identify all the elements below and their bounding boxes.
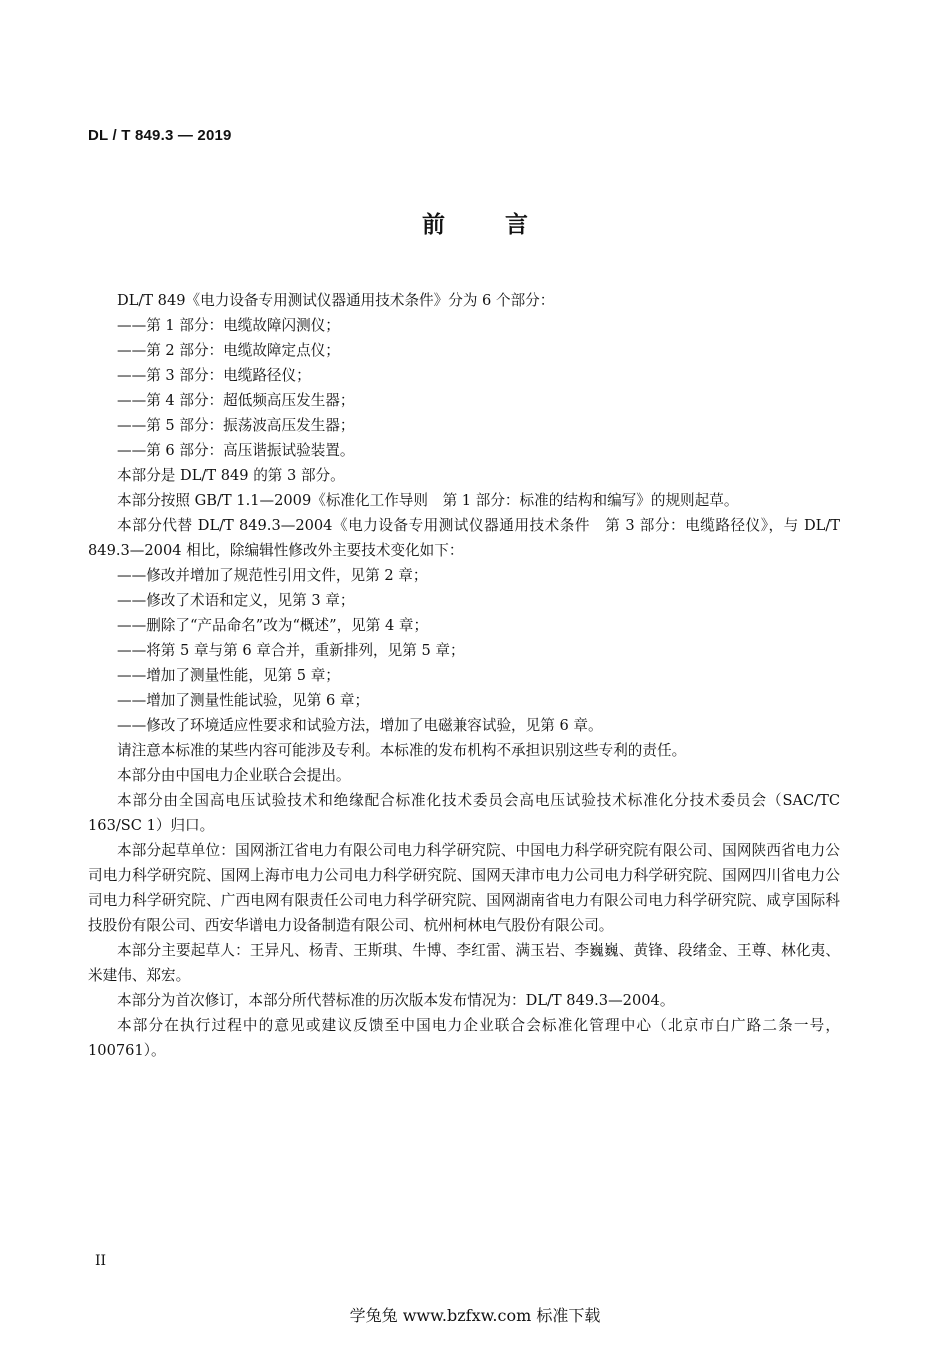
paragraph: 本部分起草单位：国网浙江省电力有限公司电力科学研究院、中国电力科学研究院有限公司、国网陕西省电力公司电力科学研究院、国网上海市电力公司电力科学研究院、国网天津市电力公司电力科学研究院、国网四川省电力公司电力科学研究院、广西电网有限责任公司电力科学研究院、国网湖南省电力有限公司电力科学研究院、咸亨国际科技股份有限公司、西安华谱电力设备制造有限公司、杭州柯林电气股份有限公司。 [88, 842, 840, 934]
paragraph: 本部分代替 DL/T 849.3—2004《电力设备专用测试仪器通用技术条件 第 3 部分：电缆路径仪》，与 DL/T 849.3—2004 相比，除编辑性修改外主要技术变化如下： [88, 517, 840, 559]
paragraph: 请注意本标准的某些内容可能涉及专利。本标准的发布机构不承担识别这些专利的责任。 [117, 742, 687, 759]
paragraph: 本部分为首次修订，本部分所代替标准的历次版本发布情况为：DL/T 849.3—2004。 [117, 992, 675, 1009]
list-item: ——增加了测量性能试验，见第 6 章； [117, 692, 370, 709]
list-item: ——第 6 部分：高压谐振试验装置。 [117, 442, 355, 459]
paragraph: 本部分按照 GB/T 1.1—2009《标准化工作导则 第 1 部分：标准的结构和编写》的规则起草。 [117, 492, 739, 509]
list-item: ——修改并增加了规范性引用文件，见第 2 章； [117, 567, 428, 584]
list-item: ——修改了环境适应性要求和试验方法，增加了电磁兼容试验，见第 6 章。 [117, 717, 603, 734]
paragraph: DL/T 849《电力设备专用测试仪器通用技术条件》分为 6 个部分： [117, 292, 555, 309]
list-item: ——第 1 部分：电缆故障闪测仪； [117, 317, 340, 334]
paragraph: 本部分是 DL/T 849 的第 3 部分。 [117, 467, 345, 484]
page-title: 前 言 [421, 212, 554, 238]
document-body [88, 288, 840, 1063]
paragraph: 本部分在执行过程中的意见或建议反馈至中国电力企业联合会标准化管理中心（北京市白广路二条一号，100761）。 [88, 1017, 840, 1059]
list-item: ——增加了测量性能，见第 5 章； [117, 667, 340, 684]
standard-id: DL / T 849.3 — 2019 [88, 127, 232, 144]
paragraph: 本部分由全国高电压试验技术和绝缘配合标准化技术委员会高电压试验技术标准化分技术委员会（SAC/TC 163/SC 1）归口。 [88, 792, 840, 834]
list-item: ——第 3 部分：电缆路径仪； [117, 367, 311, 384]
footer-watermark: 学兔兔 www.bzfxw.com 标准下载 [349, 1306, 601, 1325]
list-item: ——将第 5 章与第 6 章合并，重新排列，见第 5 章； [117, 642, 465, 659]
list-item: ——修改了术语和定义，见第 3 章； [117, 592, 355, 609]
page-number: II [95, 1253, 107, 1269]
list-item: ——第 2 部分：电缆故障定点仪； [117, 342, 340, 359]
list-item: ——删除了“产品命名”改为“概述”，见第 4 章； [117, 617, 429, 634]
paragraph: 本部分主要起草人：王异凡、杨青、王斯琪、牛博、李红雷、满玉岩、李巍巍、黄锋、段绪金、王尊、林化夷、米建伟、郑宏。 [88, 942, 840, 984]
list-item: ——第 4 部分：超低频高压发生器； [117, 392, 355, 409]
list-item: ——第 5 部分：振荡波高压发生器； [117, 417, 355, 434]
paragraph: 本部分由中国电力企业联合会提出。 [117, 767, 351, 784]
